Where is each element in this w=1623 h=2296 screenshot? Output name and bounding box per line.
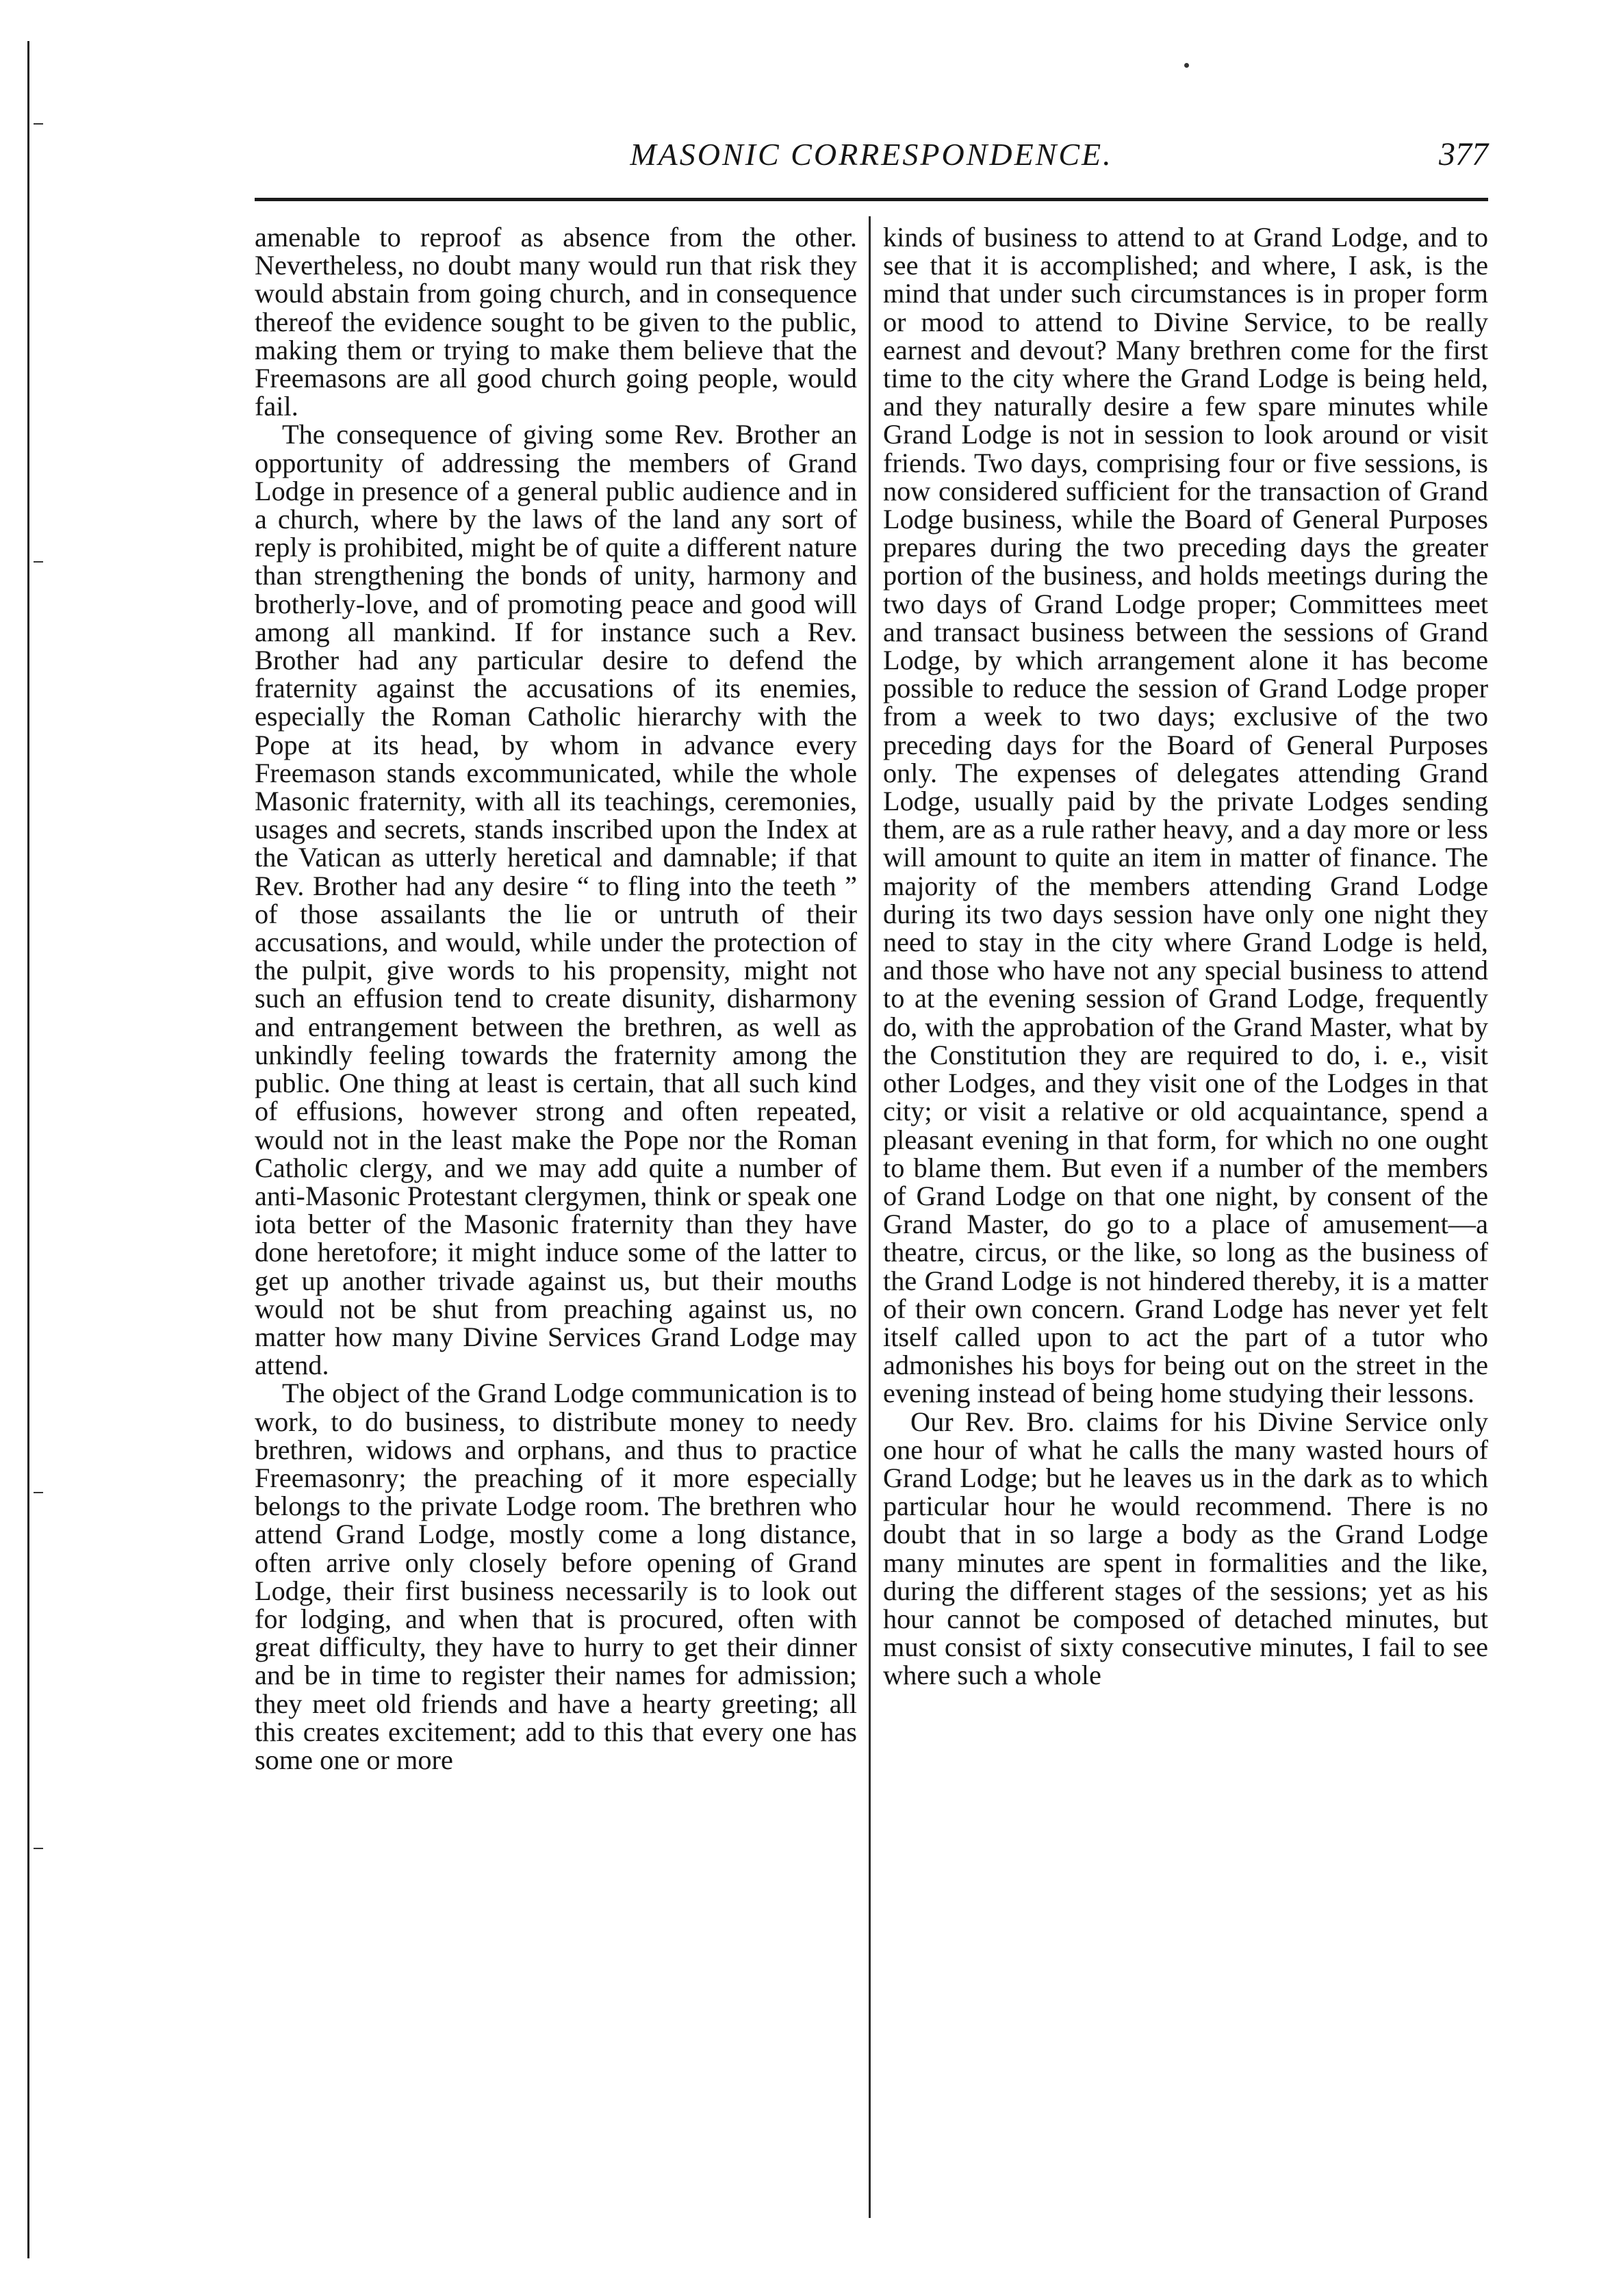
- binding-mark: [34, 1492, 43, 1493]
- paragraph: The object of the Grand Lodge communication is to work, to do business, to distribute money to needy brethren, widows and orphans, and thus to practice Freemasonry; the preaching of it more especially belongs to the private Lodge room. The brethren who attend Grand Lodge, mostly come a long distance, often arrive only closely before opening of Grand Lodge, their first business necessarily is to look out for lodging, and when that is procured, often with great difficulty, they have to hurry to get their dinner and be in time to register their names for admission; they meet old friends and have a hearty greeting; all this creates excitement; add to this that every one has some one or more: [255, 1378, 857, 1775]
- binding-mark: [34, 123, 43, 125]
- column-divider: [869, 216, 871, 2218]
- binding-edge: [27, 41, 43, 2258]
- left-column: [255, 223, 857, 1774]
- running-title: MASONIC CORRESPONDENCE.: [630, 137, 1113, 172]
- speck-mark: [1184, 63, 1189, 68]
- paragraph: Our Rev. Bro. claims for his Divine Service only one hour of what he calls the many wasted hours of Grand Lodge; but he leaves us in the dark as to which particular hour he would recommend. There is no doubt that in so large a body as the Grand Lodge many minutes are spent in formalities and the like, during the different stages of the sessions; yet as his hour cannot be composed of detached minutes, but must consist of sixty consecutive minutes, I fail to see where such a whole: [883, 1406, 1488, 1691]
- binding-mark: [34, 561, 43, 563]
- page-number: 377: [1439, 136, 1488, 172]
- right-column: [883, 223, 1488, 1690]
- header-rule: [255, 198, 1488, 201]
- paragraph: The consequence of giving some Rev. Brother an opportunity of addressing the members of Grand Lodge in presence of a general public audience and in a church, where by the laws of the land any sort of reply is prohibited, might be of quite a different nature than strengthening the bonds of unity, harmony and brotherly-love, and of promoting peace and good will among all mankind. If for instance such a Rev. Brother had any particular desire to defend the fraternity against the accusations of its enemies, especially the Roman Catholic hierarchy with the Pope at its head, by whom in advance every Freemason stands excommunicated, while the whole Masonic fraternity, with all its teachings, ceremonies, usages and secrets, stands inscribed upon the Index at the Vatican as utterly heretical and damnable; if that Rev. Brother had any desire “ to fling into the teeth ” of those assailants the lie or untruth of their accusations, and would, while under the protection of the pulpit, give words to his propensity, might not such an effusion tend to create disunity, disharmony and entrangement between the brethren, as well as unkindly feeling towards the fraternity among the public. One thing at least is certain, that all such kind of effusions, however strong and often repeated, would not in the least make the Pope nor the Roman Catholic clergy, and we may add quite a number of anti-Masonic Protestant clergymen, think or speak one iota better of the Masonic fraternity than they have done heretofore; it might induce some of the latter to get up another trivade against us, but their mouths would not be shut from preaching against us, no matter how many Divine Services Grand Lodge may attend.: [255, 419, 857, 1381]
- running-head: [255, 134, 1488, 182]
- paragraph: amenable to reproof as absence from the other. Nevertheless, no doubt many would run that risk they would abstain from going church, and in consequence thereof the evidence sought to be given to the public, making them or trying to make them believe that the Freemasons are all good church going people, would fail.: [255, 222, 857, 422]
- binding-mark: [34, 1848, 43, 1849]
- paragraph: kinds of business to attend to at Grand Lodge, and to see that it is accomplished; and where, I ask, is the mind that under such circumstances is in proper form or mood to attend to Divine Service, to be really earnest and devout? Many brethren come for the first time to the city where the Grand Lodge is being held, and they naturally desire a few spare minutes while Grand Lodge is not in session to look around or visit friends. Two days, comprising four or five sessions, is now considered sufficient for the transaction of Grand Lodge business, while the Board of General Purposes prepares during the two preceding days the greater portion of the business, and holds meetings during the two days of Grand Lodge proper; Committees meet and transact business between the sessions of Grand Lodge, by which arrangement alone it has become possible to reduce the session of Grand Lodge proper from a week to two days; exclusive of the two preceding days for the Board of General Purposes only. The expenses of delegates attending Grand Lodge, usually paid by the private Lodges sending them, are as a rule rather heavy, and a day more or less will amount to quite an item in matter of finance. The majority of the members attending Grand Lodge during its two days session have only one night they need to stay in the city where Grand Lodge is held, and those who have not any special business to attend to at the evening session of Grand Lodge, frequently do, with the approbation of the Grand Master, what by the Constitution they are required to do, i. e., visit other Lodges, and they visit one of the Lodges in that city; or visit a relative or old acquaintance, spend a pleasant evening in that form, for which no one ought to blame them. But even if a number of the members of Grand Lodge on that one night, by consent of the Grand Master, do go to a place of amusement—a theatre, circus, or the like, so long as the business of the Grand Lodge is not hindered thereby, it is a matter of their own concern. Grand Lodge has never yet felt itself called upon to act the part of a tutor who admonishes his boys for being out on the street in the evening instead of being home studying their lessons.: [883, 222, 1488, 1409]
